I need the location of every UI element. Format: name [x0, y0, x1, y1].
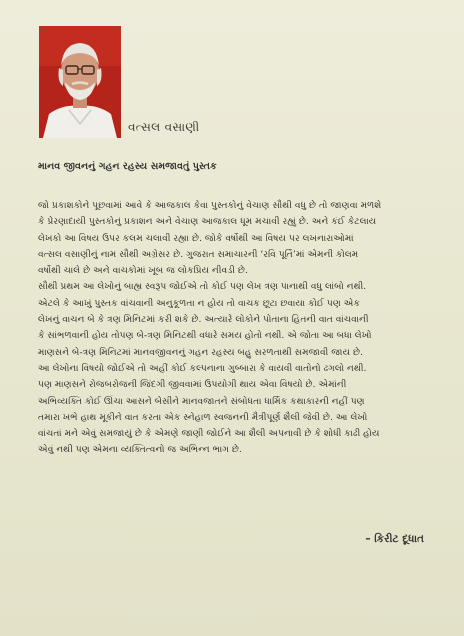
body-text — [38, 198, 428, 459]
text-line: કે પ્રેરણાદાયી પુસ્તકોનું પ્રકાશન અને વેચાણ આજકાલ ધૂમ મચાવી રહ્યું છે. અને કંઈ કેટલાય — [38, 216, 377, 228]
text-line: એટલે કે આખું પુસ્તક વાંચવાની અનુકૂળતા ન હોય તો વાચક છૂટા છવાયા કોઈ પણ એક — [38, 297, 360, 309]
section-heading: માનવ જીવનનું ગહન રહસ્ય સમજાવતું પુસ્તક — [38, 161, 217, 172]
author-photo — [39, 26, 121, 138]
text-line: સૌથી પ્રથમ આ લેખોનું બાહ્ય સ્વરૂપ જોઈએ તો કોઈ પણ લેખ ત્રણ પાનાથી વધુ લાંબો નથી. — [38, 281, 367, 293]
text-line: કે સાંભળવાની હોય તોપણ બે-ત્રણ મિનિટથી વધારે સમય હોતો નથી. એ જોતા આ બધા લેખો — [38, 330, 372, 342]
text-line: વત્સલ વસાણીનું નામ સૌથી અગ્રેસર છે. ગુજરાત સમાચારની ‘રવિ પૂર્તિ’માં એમની કોલમ — [38, 248, 359, 260]
text-line: લેખનું વાચન બે કે ત્રણ મિનિટમાં કરી શકે છે. અત્યારે લોકોને પોતાના હિતની વાત વાંચવાની — [38, 314, 369, 326]
text-line: માણસને બે-ત્રણ મિનિટમાં માનવજીવનનું ગહન રહસ્ય બહુ સરળતાથી સમજાવી જાય છે. — [38, 346, 364, 358]
text-line: તમારા ખભે હાથ મૂકીને વાત કરતા એક સ્નેહાળ સ્વજનની મૈત્રીપૂર્ણ શૈલી જેવી છે. આ લેખો — [38, 411, 368, 423]
text-line: જો પ્રકાશકોને પૂછવામાં આવે કે આજકાલ કેવા પુસ્તકોનું વેચાણ સૌથી વધુ છે તો જાણવા મળશે — [38, 200, 382, 211]
text-line: વાંચતાં મને એવું સમજાયું છે કે એમણે જાણી જોઈને આ શૈલી અપનાવી છે કે શોધી કાઢી હોય — [38, 428, 380, 440]
text-line: પણ માણસને રોજબરોજની જિંદગી જીવવામાં ઉપયોગી થાય એવા વિષયો છે. એમાંની — [38, 379, 347, 391]
text-line: અભિવ્યક્તિ કોઈ ઊંચા આસને બેસીને માનવજાતને સંબોધતા ધાર્મિક કથાકારની નહીં પણ — [38, 395, 365, 407]
text-line: આ લેખોના વિષયો જોઈએ તો અહીં કોઈ કલ્પનાના ગુબ્બારા કે વાયવી વાતોનો ઢગલો નથી. — [38, 362, 367, 374]
author-name: વત્સલ વસાણી — [128, 120, 200, 134]
text-line: લેખકો આ વિષય ઉપર કલમ ચલાવી રહ્યા છે. જોકે વર્ષોથી આ વિષય પર લખનારાઓમાં — [38, 232, 354, 244]
text-line: વર્ષોથી ચાલે છે અને વાચકોમાં ખૂબ જ લોકપ્રિય નીવડી છે. — [38, 265, 248, 277]
text-line: એવું નથી પણ એમના વ્યક્તિત્વનો જ અભિન્ન ભાગ છે. — [38, 444, 242, 456]
signature: – કિરીટ દૂધાત — [365, 533, 424, 545]
